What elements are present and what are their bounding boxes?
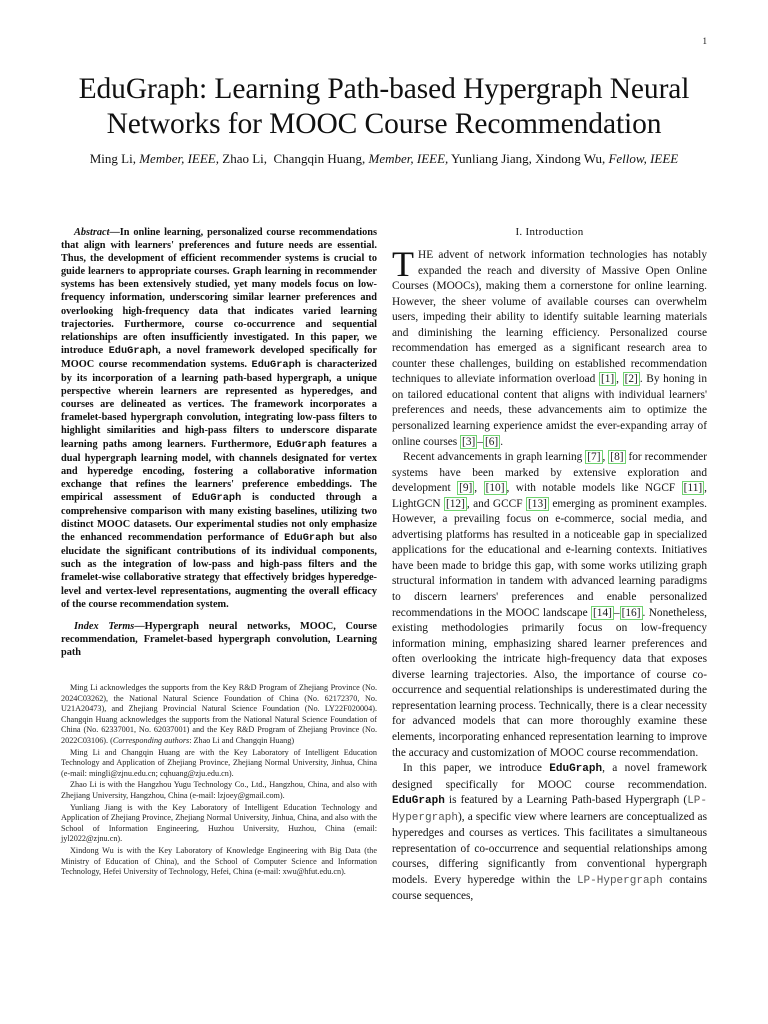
drop-cap: T (392, 244, 414, 284)
index-terms-label: Index Terms (74, 620, 135, 632)
method-name: EduGraph (284, 532, 334, 545)
citation-link[interactable]: [8] (610, 451, 624, 464)
title-line-2: Networks for MOOC Course Recommendation (106, 108, 662, 140)
title-line-1: EduGraph: Learning Path-based Hypergraph Neural (78, 73, 690, 105)
citation-link[interactable]: [2] (624, 373, 638, 386)
footnote-funding: Ming Li acknowledges the supports from the Key R&D Program of Zhejiang Province (No. 2024C03262), the National Natural Science Foundation of China (No. 62172370, No. U21A20473), and Zhejiang Provincial Natural Science Foundation (No. LY22F020004). Changqin Huang acknowledges the supports from the National Natural Science Foundation of China (No. 62337001, No. 62037001) and the Key R&D Program of Zhejiang Province (No. 2022C03106). (Corresponding authors: Zhao Li and Changqin Huang) (61, 683, 377, 745)
abstract-label: Abstract (74, 227, 110, 238)
left-column (61, 226, 377, 879)
footnote-affiliation: Yunliang Jiang is with the Key Laboratory of Intelligent Education Technology and Application of Zhejiang Province, Zhejiang Normal University, Jinhua, China, and also with the School of Information Engineering, Huzhou University, Huzhou, China (email: jyl2022@zjnu.cn). (61, 802, 377, 844)
method-name: EduGraph (392, 795, 445, 808)
author-5: Xindong Wu, (535, 151, 606, 166)
section-heading: I. Introduction (515, 226, 584, 238)
citation-link[interactable]: [6] (484, 435, 499, 448)
footnote-affiliation: Zhao Li is with the Hangzhou Yugu Technology Co., Ltd., Hangzhou, China, and also with Zhejiang University, Hangzhou, China (e-mail: lzjoey@gmail.com). (61, 780, 377, 800)
method-name: EduGraph (549, 763, 603, 776)
citation-link[interactable]: [10] (485, 482, 505, 495)
right-column (392, 226, 707, 905)
paragraph: In this paper, we introduce EduGraph, a novel framework designed specifically for MOOC course recommendation. EduGraph is featured by a Learning Path-based Hypergraph (LP-Hypergraph), a specific view where learners are conceptualized as hyperedges and courses as vertices. This facilitates a simultaneous representation of co-occurrence and sequential relationships among courses, differing significantly from conventional hypergraph models. Every hyperedge within the LP-Hypergraph contains course sequences, (392, 762, 707, 903)
citation-link[interactable]: [7] (587, 451, 601, 464)
citation-link[interactable]: [13] (528, 497, 547, 510)
method-name: EduGraph (276, 438, 327, 451)
citation-link[interactable]: [16] (621, 606, 641, 619)
citation-link[interactable]: [12] (445, 497, 465, 510)
hypergraph-name: LP-Hypergraph (392, 795, 707, 824)
method-name: EduGraph (191, 491, 242, 504)
author-1-role: Member, IEEE, (139, 151, 219, 166)
author-1: Ming Li, (89, 151, 136, 166)
method-name: EduGraph (108, 344, 159, 357)
paragraph: Recent advancements in graph learning [7] , [8] for recommender systems have been marked by extensive exploration and development [9] , [10] , with notable models like NGCF [11] , LightGCN [12] , and GCCF [13] emerging as prominent examples. However, a prevailing focus on e-commerce, social media, and advertising platforms has resulted in a noticeable gap in specialized applications for the educational and e-learning contexts. Initiatives have been made to bridge this gap, with some works utilizing graph structural information in tandem with advanced learning paradigms to discern learners' preferences and enable personalized recommendations in the MOOC landscape [14] – [16] . Nonetheless, existing methodologies primarily focus on low-frequency information mining, emphasizing shared learner preferences and often overlooking the intricate high-frequency data that exposes diverse learning trajectories. Also, the importance of course co-occurrence and sequential relationships is underestimated during the representation learning process. Technically, there is a clear necessity for advanced models that can more thoroughly examine these elements, incorporating enhanced representation learning to improve the accuracy and customization of MOOC course recommendation. (392, 451, 708, 759)
author-2: Zhao Li, (222, 151, 268, 166)
footnote-affiliation: Xindong Wu is with the Key Laboratory of Knowledge Engineering with Big Data (the Ministry of Education of China), and the School of Computer Science and Information Technology, Hefei University of Technology, Hefei, China (e-mail: xwu@hfut.edu.cn). (61, 845, 377, 877)
paper-title (40, 72, 728, 142)
page-number: 1 (702, 36, 707, 46)
citation-link[interactable]: [11] (683, 482, 703, 495)
citation-link[interactable]: [1] (600, 373, 615, 386)
paragraph: THE advent of network information technologies has notably expanded the reach and diversity of Massive Open Online Courses (MOOCs), making them a cornerstone for online learning. However, the sheer volume of available courses can overwhelm users, impeding their ability to identify suitable learning materials and diminishing the learning efficiency. Personalized course recommendation has emerged as a significant research area to counter these challenges, building on established recommendation techniques to alleviate information overload [1] , [2] . By honing in on tailored educational content that aligns with individual learners' preferences and needs, these advancements aim to optimize the personalized learning experience amidst the ever-expanding array of online courses [3] – [6] . (392, 244, 707, 448)
author-5-role: Fellow, IEEE (608, 151, 679, 166)
author-list (40, 150, 728, 168)
abstract: Abstract—In online learning, personalized course recommendations that align with learners' preferences and future needs are essential. Thus, the development of efficient recommender systems is crucial to guide learners to appropriate courses. Graph learning in recommender systems has been extensively studied, yet many models focus on low-frequency information, underscoring similar learner preferences and overlooking high-frequency data that indicates varied learning trajectories. Furthermore, course co-occurrence and sequential relationships are often insufficiently investigated. In this paper, we introduce EduGraph, a novel framework developed specifically for MOOC course recommendation systems. EduGraph is characterized by its incorporation of a learning path-based hypergraph, a unique perspective wherein learners are represented as hyperedges, and courses are delineated as vertices. The framework incorporates a framelet-based hypergraph convolution, integrating low-pass filters to highlight similarities and high-pass filters to underscore disparate learning paths among learners. Furthermore, EduGraph features a dual hypergraph learning model, with channels designated for vertex and hyperedge encoding, fostering a collaborative information exchange that refines the learners' preference embeddings. The empirical assessment of EduGraph is conducted through a comprehensive comparison with many existing baselines, utilizing two distinct MOOC datasets. Our experimental studies not only emphasize the enhanced recommendation performance of EduGraph but also elucidate the significant contributions of its individual components, such as the integration of low-pass and high-pass filters and the framelet-wise collaborative strategy that effectively bridges hyperedge-level and vertex-level representations, augmenting the overall efficacy of the course recommendation system. (61, 227, 378, 610)
footnotes (61, 683, 377, 878)
footnote-affiliation: Ming Li and Changqin Huang are with the Key Laboratory of Intelligent Education Technology and Application of Zhejiang Province, Zhejiang Normal University, Jinhua, China (e-mail: mingli@zjnu.edu.cn; cqhuang@zju.edu.cn). (61, 747, 377, 778)
citation-link[interactable]: [3] (462, 435, 476, 448)
citation-link[interactable]: [14] (593, 606, 612, 619)
author-4: Yunliang Jiang, (451, 151, 532, 166)
index-terms: Index Terms—Hypergraph neural networks, MOOC, Course recommendation, Framelet-based hypergraph convolution, Learning path (61, 620, 377, 658)
hypergraph-name: LP-Hypergraph (576, 874, 663, 887)
method-name: EduGraph (251, 358, 301, 371)
author-3-role: Member, IEEE, (368, 151, 449, 166)
citation-link[interactable]: [9] (459, 482, 473, 495)
author-3: Changqin Huang, (273, 151, 366, 166)
introduction-body (392, 244, 708, 905)
